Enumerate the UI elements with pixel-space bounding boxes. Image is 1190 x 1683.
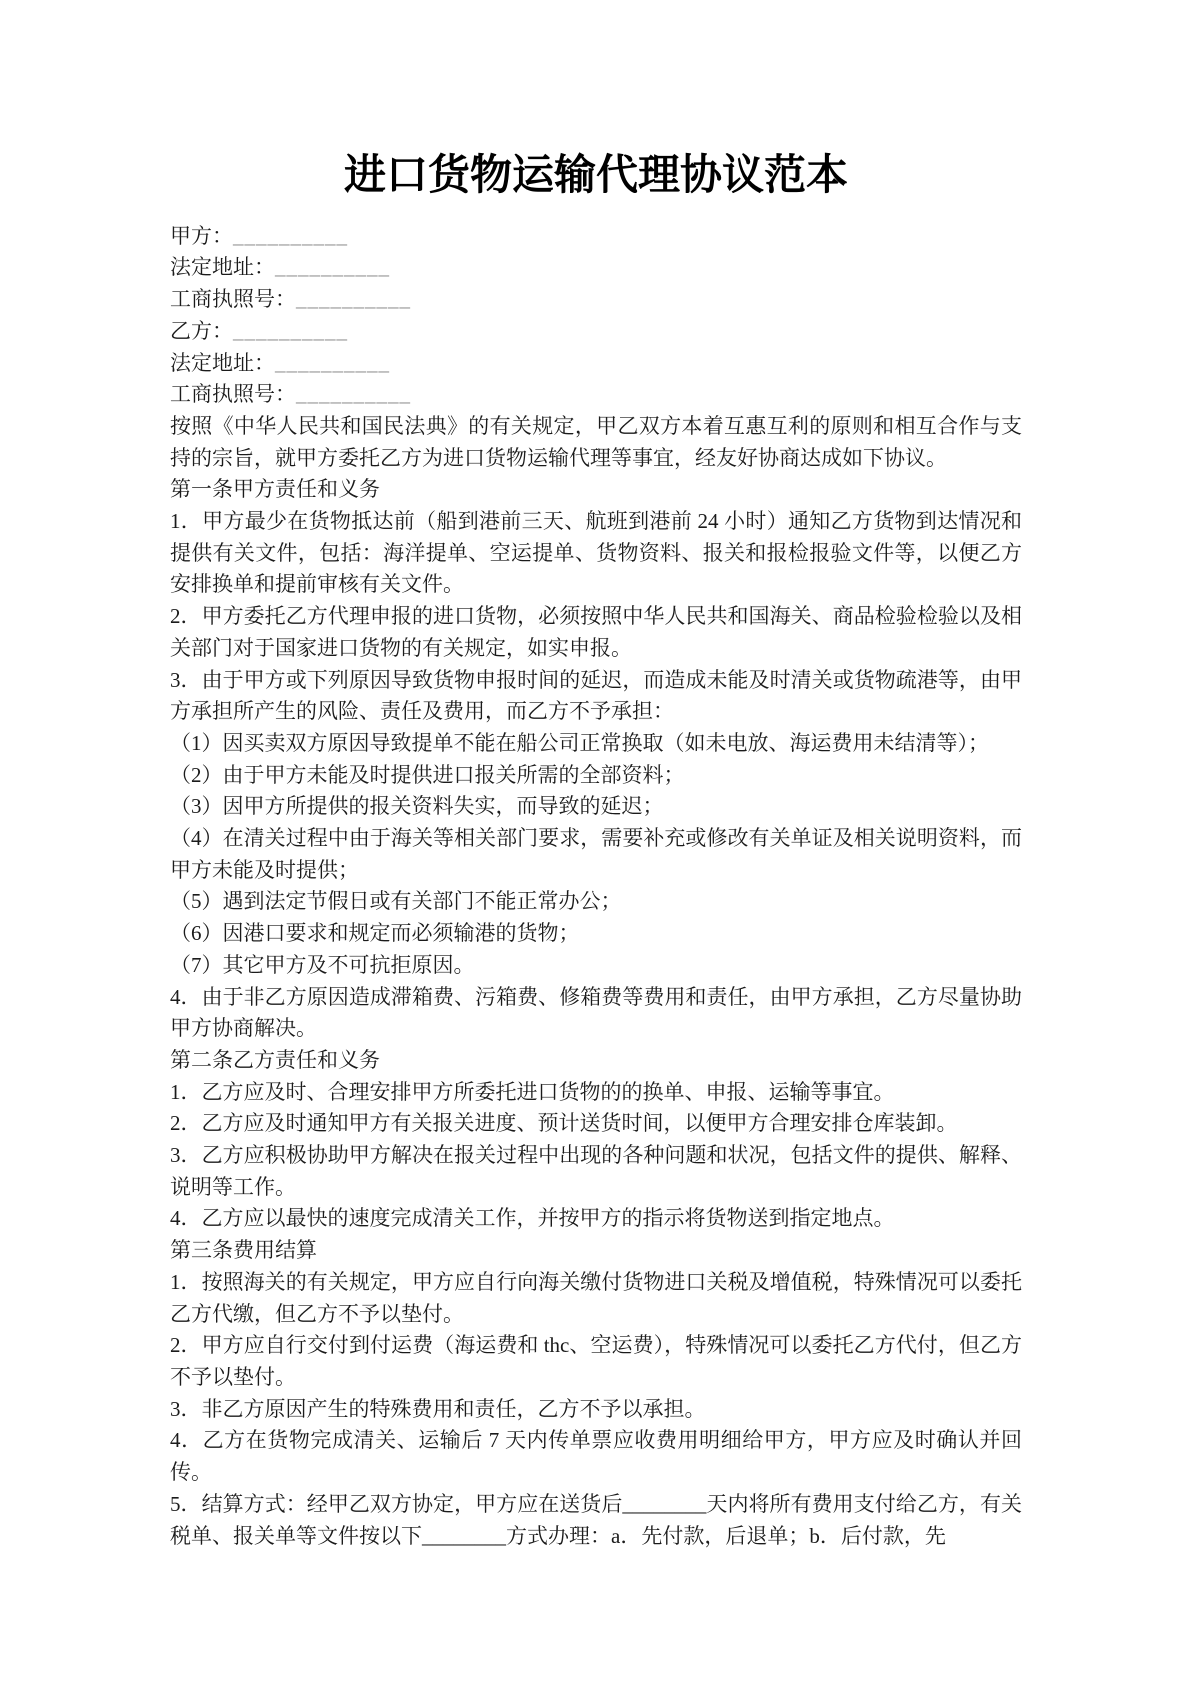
section-heading-2: 第二条乙方责任和义务 [170,1047,380,1072]
party-field-yifang [170,316,1022,348]
field-label: 工商执照号： [170,287,296,312]
clause-subitem: （5）遇到法定节假日或有关部门不能正常办公； [170,889,622,914]
preamble: 按照《中华人民共和国民法典》的有关规定，甲乙双方本着互惠互利的原则和相互合作与支持的宗旨，就甲方委托乙方为进口货物运输代理等事宜，经友好协商达成如下协议。 [170,413,1022,470]
clause-item: 3．乙方应积极协助甲方解决在报关过程中出现的各种问题和状况，包括文件的提供、解释、说明等工作。 [170,1143,1022,1199]
clause-item: 1．按照海关的有关规定，甲方应自行向海关缴付货物进口关税及增值税，特殊情况可以委托乙方代缴，但乙方不予以垫付。 [170,1269,1022,1326]
field-label: 乙方： [170,318,233,343]
clause-item: 4．乙方在货物完成清关、运输后 7 天内传单票应收费用明细给甲方，甲方应及时确认并回传。 [170,1428,1022,1485]
section-heading-3: 第三条费用结算 [170,1238,317,1263]
clause-item: 2．甲方委托乙方代理申报的进口货物，必须按照中华人民共和国海关、商品检验检验以及相关部门对于国家进口货物的有关规定，如实申报。 [170,604,1022,660]
clause-subitem: （7）其它甲方及不可抗拒原因。 [170,952,475,977]
clause-item: 4．乙方应以最快的速度完成清关工作，并按甲方的指示将货物送到指定地点。 [170,1206,895,1231]
field-blank: __________ [275,350,390,375]
field-blank: __________ [296,287,411,312]
clause-item: 2．乙方应及时通知甲方有关报关进度、预计送货时间，以便甲方合理安排仓库装卸。 [170,1111,958,1136]
clause-item: 3．由于甲方或下列原因导致货物申报时间的延迟，而造成未能及时清关或货物疏港等，由甲方承担所产生的风险、责任及费用，而乙方不予承担： [170,667,1022,724]
party-field-license-no-1 [170,284,1022,316]
clause-subitem: （4）在清关过程中由于海关等相关部门要求，需要补充或修改有关单证及相关说明资料，而甲方未能及时提供； [170,826,1022,882]
field-label: 甲方： [170,223,233,248]
field-blank: __________ [233,223,348,248]
clause-item: 1．甲方最少在货物抵达前（船到港前三天、航班到港前 24 小时）通知乙方货物到达情况和提供有关文件，包括：海洋提单、空运提单、货物资料、报关和报检报验文件等，以便乙方安排换单和提前审核有关文件。 [170,509,1022,597]
clause-item: 2．甲方应自行交付到付运费（海运费和 thc、空运费），特殊情况可以委托乙方代付，但乙方不予以垫付。 [170,1333,1022,1389]
party-field-jiafang [170,221,1022,253]
field-label: 法定地址： [170,350,275,375]
clause-subitem: （3）因甲方所提供的报关资料失实，而导致的延迟； [170,794,664,819]
clause-subitem: （2）由于甲方未能及时提供进口报关所需的全部资料； [170,762,685,787]
field-label: 法定地址： [170,255,275,280]
field-label: 工商执照号： [170,382,296,407]
party-field-license-no-2 [170,379,1022,411]
clause-item: 3．非乙方原因产生的特殊费用和责任，乙方不予以承担。 [170,1396,706,1421]
field-blank: __________ [296,382,411,407]
party-field-legal-address-2 [170,348,1022,380]
clause-subitem: （1）因买卖双方原因导致提单不能在船公司正常换取（如未电放、海运费用未结清等）； [170,730,989,755]
clause-item: 1．乙方应及时、合理安排甲方所委托进口货物的的换单、申报、运输等事宜。 [170,1079,895,1104]
clause-item: 4．由于非乙方原因造成滞箱费、污箱费、修箱费等费用和责任，由甲方承担，乙方尽量协助甲方协商解决。 [170,984,1022,1041]
document-title: 进口货物运输代理协议范本 [343,153,848,199]
clause-subitem: （6）因港口要求和规定而必须输港的货物； [170,921,580,946]
party-field-legal-address-1 [170,252,1022,284]
clause-item: 5．结算方式：经甲乙双方协定，甲方应在送货后________天内将所有费用支付给乙方，有关税单、报关单等文件按以下________方式办理：a．先付款，后退单；b．后付款，先 [170,1491,1022,1548]
field-blank: __________ [233,318,348,343]
field-blank: __________ [275,255,390,280]
section-heading-1: 第一条甲方责任和义务 [170,477,380,502]
